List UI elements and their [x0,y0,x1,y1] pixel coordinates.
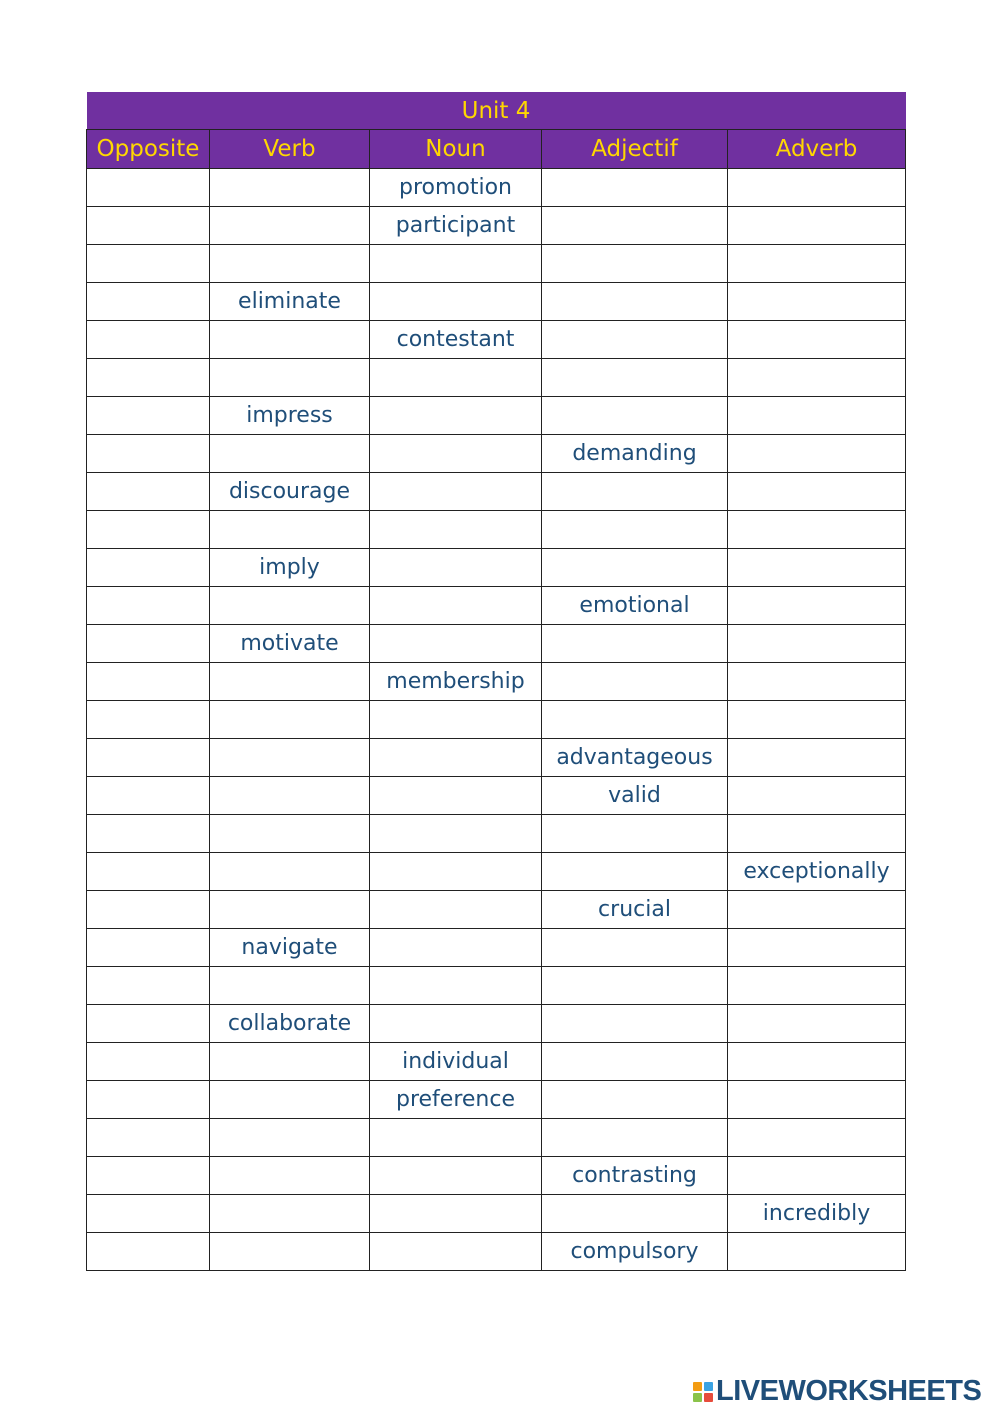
verb-answer-cell[interactable] [210,739,370,777]
adverb-answer-cell[interactable] [728,1081,906,1119]
noun-answer-cell[interactable] [370,1195,542,1233]
table-row [87,891,906,929]
vocabulary-table [86,92,906,1271]
adjectif-answer-cell[interactable] [542,321,728,359]
noun-word-cell: membership [370,663,542,701]
noun-answer-cell[interactable] [370,967,542,1005]
noun-word-cell: participant [370,207,542,245]
table-row [87,435,906,473]
adverb-answer-cell[interactable] [728,625,906,663]
verb-word-cell: motivate [210,625,370,663]
table-title: Unit 4 [87,92,906,130]
opposite-answer-cell[interactable] [87,321,210,359]
table-row [87,359,906,397]
adverb-answer-cell[interactable] [728,283,906,321]
table-row [87,815,906,853]
adjectif-word-cell: demanding [542,435,728,473]
opposite-answer-cell[interactable] [87,473,210,511]
table-row [87,397,906,435]
opposite-answer-cell[interactable] [87,435,210,473]
adjectif-answer-cell[interactable] [542,853,728,891]
noun-answer-cell[interactable] [370,1233,542,1271]
opposite-answer-cell[interactable] [87,1081,210,1119]
opposite-answer-cell[interactable] [87,739,210,777]
adjectif-answer-cell[interactable] [542,1005,728,1043]
verb-answer-cell[interactable] [210,1043,370,1081]
adjectif-answer-cell[interactable] [542,967,728,1005]
noun-answer-cell[interactable] [370,549,542,587]
table-row [87,549,906,587]
verb-answer-cell[interactable] [210,207,370,245]
adjectif-word-cell: contrasting [542,1157,728,1195]
adverb-answer-cell[interactable] [728,435,906,473]
opposite-answer-cell[interactable] [87,815,210,853]
verb-answer-cell[interactable] [210,815,370,853]
adverb-answer-cell[interactable] [728,321,906,359]
noun-answer-cell[interactable] [370,359,542,397]
table-row [87,245,906,283]
verb-word-cell: navigate [210,929,370,967]
column-header-opposite: Opposite [87,130,210,169]
adjectif-answer-cell[interactable] [542,1195,728,1233]
table-row [87,1233,906,1271]
adjectif-answer-cell[interactable] [542,511,728,549]
noun-answer-cell[interactable] [370,435,542,473]
adjectif-answer-cell[interactable] [542,1043,728,1081]
liveworksheets-logo [693,1375,981,1408]
adverb-answer-cell[interactable] [728,815,906,853]
verb-answer-cell[interactable] [210,245,370,283]
adverb-answer-cell[interactable] [728,549,906,587]
opposite-answer-cell[interactable] [87,891,210,929]
verb-answer-cell[interactable] [210,435,370,473]
noun-answer-cell[interactable] [370,853,542,891]
table-row [87,853,906,891]
table-row [87,1005,906,1043]
noun-answer-cell[interactable] [370,587,542,625]
adjectif-answer-cell[interactable] [542,169,728,207]
table-row [87,663,906,701]
table-row [87,169,906,207]
opposite-answer-cell[interactable] [87,1195,210,1233]
adjectif-answer-cell[interactable] [542,397,728,435]
table-row [87,1119,906,1157]
adverb-answer-cell[interactable] [728,701,906,739]
verb-answer-cell[interactable] [210,701,370,739]
verb-answer-cell[interactable] [210,321,370,359]
table-row [87,283,906,321]
table-row [87,207,906,245]
opposite-answer-cell[interactable] [87,663,210,701]
verb-answer-cell[interactable] [210,853,370,891]
noun-answer-cell[interactable] [370,739,542,777]
verb-answer-cell[interactable] [210,777,370,815]
table-row [87,929,906,967]
noun-answer-cell[interactable] [370,701,542,739]
noun-answer-cell[interactable] [370,283,542,321]
column-header-adverb: Adverb [728,130,906,169]
opposite-answer-cell[interactable] [87,701,210,739]
noun-answer-cell[interactable] [370,777,542,815]
adverb-answer-cell[interactable] [728,359,906,397]
adverb-answer-cell[interactable] [728,169,906,207]
opposite-answer-cell[interactable] [87,1233,210,1271]
verb-answer-cell[interactable] [210,1233,370,1271]
noun-word-cell: promotion [370,169,542,207]
opposite-answer-cell[interactable] [87,777,210,815]
adjectif-answer-cell[interactable] [542,1119,728,1157]
noun-word-cell: contestant [370,321,542,359]
adverb-answer-cell[interactable] [728,207,906,245]
adjectif-answer-cell[interactable] [542,625,728,663]
verb-answer-cell[interactable] [210,359,370,397]
column-header-adjectif: Adjectif [542,130,728,169]
verb-answer-cell[interactable] [210,967,370,1005]
table-row [87,321,906,359]
noun-answer-cell[interactable] [370,1119,542,1157]
table-row [87,1157,906,1195]
adverb-answer-cell[interactable] [728,1043,906,1081]
table-row [87,1195,906,1233]
adverb-answer-cell[interactable] [728,473,906,511]
verb-word-cell: discourage [210,473,370,511]
adverb-word-cell: incredibly [728,1195,906,1233]
verb-answer-cell[interactable] [210,169,370,207]
noun-answer-cell[interactable] [370,625,542,663]
adjectif-answer-cell[interactable] [542,929,728,967]
noun-answer-cell[interactable] [370,891,542,929]
opposite-answer-cell[interactable] [87,587,210,625]
verb-answer-cell[interactable] [210,587,370,625]
table-row [87,1081,906,1119]
adverb-answer-cell[interactable] [728,1005,906,1043]
adverb-answer-cell[interactable] [728,1233,906,1271]
opposite-answer-cell[interactable] [87,1157,210,1195]
adverb-answer-cell[interactable] [728,245,906,283]
adjectif-answer-cell[interactable] [542,283,728,321]
table-row [87,625,906,663]
adjectif-answer-cell[interactable] [542,207,728,245]
opposite-answer-cell[interactable] [87,967,210,1005]
adverb-answer-cell[interactable] [728,663,906,701]
noun-answer-cell[interactable] [370,929,542,967]
brand-name: LIVEWORKSHEETS [716,1375,982,1407]
column-header-noun: Noun [370,130,542,169]
table-body [87,169,906,1271]
adverb-answer-cell[interactable] [728,511,906,549]
adjectif-answer-cell[interactable] [542,815,728,853]
adjectif-answer-cell[interactable] [542,359,728,397]
adjectif-word-cell: advantageous [542,739,728,777]
column-header-verb: Verb [210,130,370,169]
table-row [87,511,906,549]
table-row [87,473,906,511]
opposite-answer-cell[interactable] [87,245,210,283]
adverb-word-cell: exceptionally [728,853,906,891]
opposite-answer-cell[interactable] [87,625,210,663]
verb-answer-cell[interactable] [210,511,370,549]
verb-word-cell: imply [210,549,370,587]
verb-answer-cell[interactable] [210,891,370,929]
opposite-answer-cell[interactable] [87,397,210,435]
adjectif-word-cell: emotional [542,587,728,625]
adjectif-answer-cell[interactable] [542,245,728,283]
opposite-answer-cell[interactable] [87,1119,210,1157]
verb-answer-cell[interactable] [210,1157,370,1195]
opposite-answer-cell[interactable] [87,359,210,397]
adjectif-answer-cell[interactable] [542,663,728,701]
liveworksheets-logo-icon [693,1382,713,1402]
adverb-answer-cell[interactable] [728,1157,906,1195]
opposite-answer-cell[interactable] [87,511,210,549]
verb-answer-cell[interactable] [210,1195,370,1233]
table-row [87,777,906,815]
opposite-answer-cell[interactable] [87,283,210,321]
adverb-answer-cell[interactable] [728,1119,906,1157]
table-row [87,587,906,625]
verb-word-cell: eliminate [210,283,370,321]
noun-word-cell: preference [370,1081,542,1119]
adverb-answer-cell[interactable] [728,929,906,967]
verb-answer-cell[interactable] [210,1081,370,1119]
verb-answer-cell[interactable] [210,1119,370,1157]
opposite-answer-cell[interactable] [87,1005,210,1043]
noun-answer-cell[interactable] [370,1005,542,1043]
table-row [87,967,906,1005]
adjectif-answer-cell[interactable] [542,549,728,587]
opposite-answer-cell[interactable] [87,929,210,967]
adverb-answer-cell[interactable] [728,891,906,929]
opposite-answer-cell[interactable] [87,853,210,891]
noun-answer-cell[interactable] [370,511,542,549]
adverb-answer-cell[interactable] [728,739,906,777]
adjectif-answer-cell[interactable] [542,701,728,739]
adjectif-word-cell: compulsory [542,1233,728,1271]
noun-answer-cell[interactable] [370,1157,542,1195]
opposite-answer-cell[interactable] [87,1043,210,1081]
table-row [87,1043,906,1081]
adjectif-answer-cell[interactable] [542,1081,728,1119]
noun-word-cell: individual [370,1043,542,1081]
noun-answer-cell[interactable] [370,473,542,511]
adjectif-word-cell: valid [542,777,728,815]
header-row [87,130,906,169]
noun-answer-cell[interactable] [370,397,542,435]
verb-word-cell: impress [210,397,370,435]
adverb-answer-cell[interactable] [728,587,906,625]
opposite-answer-cell[interactable] [87,169,210,207]
opposite-answer-cell[interactable] [87,207,210,245]
verb-answer-cell[interactable] [210,663,370,701]
noun-answer-cell[interactable] [370,815,542,853]
table-row [87,701,906,739]
adjectif-answer-cell[interactable] [542,473,728,511]
adjectif-word-cell: crucial [542,891,728,929]
noun-answer-cell[interactable] [370,245,542,283]
adverb-answer-cell[interactable] [728,967,906,1005]
table-row [87,739,906,777]
opposite-answer-cell[interactable] [87,549,210,587]
verb-word-cell: collaborate [210,1005,370,1043]
adverb-answer-cell[interactable] [728,777,906,815]
adverb-answer-cell[interactable] [728,397,906,435]
